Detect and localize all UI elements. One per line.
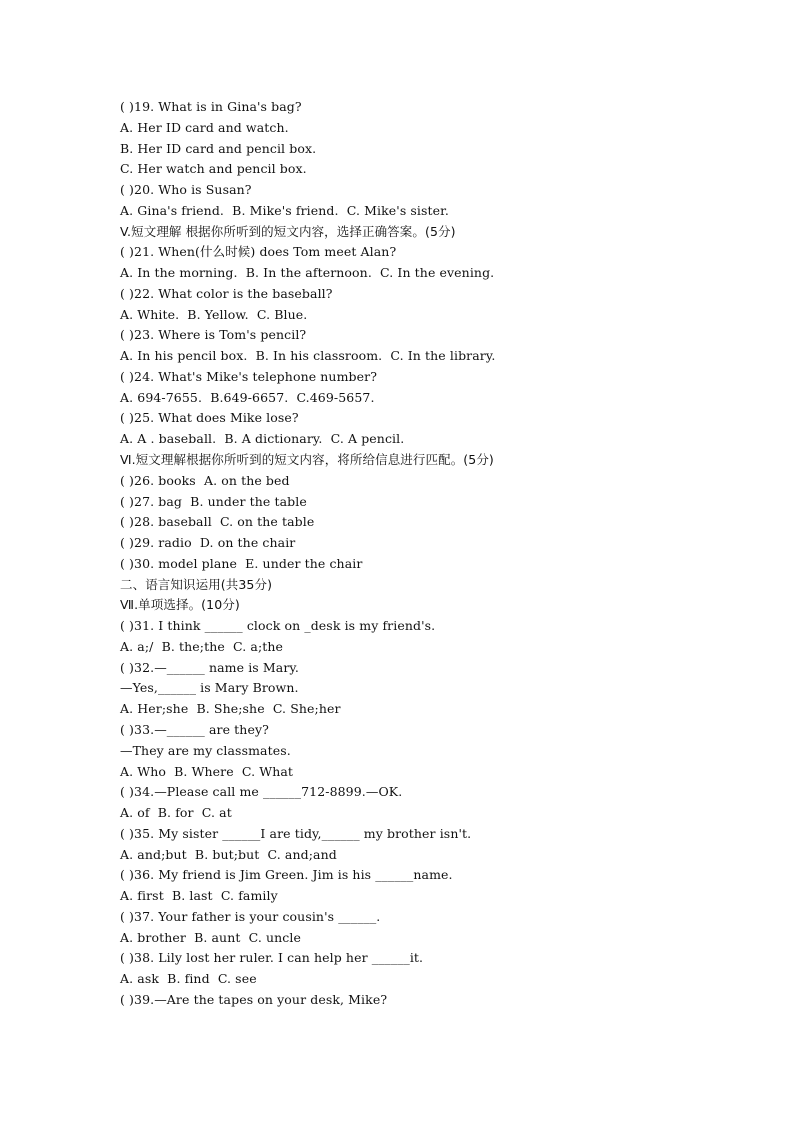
option-line: A. In his pencil box. B. In his classroom. C. In the library. — [120, 348, 496, 364]
option-line: A. ask B. find C. see — [120, 971, 257, 987]
option-line: B. Her ID card and pencil box. — [120, 140, 317, 156]
question-31: ( )31. I think ______ clock on _desk is my friend's. — [120, 618, 436, 634]
option-line: A. of B. for C. at — [120, 805, 232, 821]
option-line: A. a;/ B. the;the C. a;the — [120, 638, 284, 654]
option-line: A. 694-7655. B.649-6657. C.469-5657. — [120, 389, 375, 405]
dialogue-line: —They are my classmates. — [120, 742, 291, 758]
question-30: ( )30. model plane E. under the chair — [120, 555, 363, 571]
dialogue-line: —Yes,______ is Mary Brown. — [120, 680, 299, 696]
section-heading-vi: Ⅵ.短文理解根据你所听到的短文内容，将所给信息进行匹配。(5分) — [120, 452, 494, 468]
question-39: ( )39.—Are the tapes on your desk, Mike? — [120, 991, 388, 1007]
part-heading-2: 二、语言知识运用(共35分) — [120, 576, 273, 592]
question-26: ( )26. books A. on the bed — [120, 472, 290, 488]
question-21: ( )21. When(什么时候) does Tom meet Alan? — [120, 244, 397, 260]
question-36: ( )36. My friend is Jim Green. Jim is his ______name. — [120, 867, 453, 883]
section-heading-vii: Ⅶ.单项选择。(10分) — [120, 597, 240, 613]
question-34: ( )34.—Please call me ______712-8899.—OK. — [120, 784, 403, 800]
option-line: A. Her ID card and watch. — [120, 119, 289, 135]
question-33: ( )33.—______ are they? — [120, 721, 269, 737]
option-line: A. In the morning. B. In the afternoon. C. In the evening. — [120, 265, 495, 281]
question-32: ( )32.—______ name is Mary. — [120, 659, 299, 675]
option-line: A. Gina's friend. B. Mike's friend. C. Mike's sister. — [120, 202, 449, 218]
question-38: ( )38. Lily lost her ruler. I can help her ______it. — [120, 950, 424, 966]
question-28: ( )28. baseball C. on the table — [120, 514, 315, 530]
question-29: ( )29. radio D. on the chair — [120, 535, 296, 551]
question-37: ( )37. Your father is your cousin's ______. — [120, 908, 381, 924]
option-line: C. Her watch and pencil box. — [120, 161, 307, 177]
option-line: A. brother B. aunt C. uncle — [120, 929, 301, 945]
question-22: ( )22. What color is the baseball? — [120, 285, 333, 301]
option-line: A. A . baseball. B. A dictionary. C. A pencil. — [120, 431, 405, 447]
question-19: ( )19. What is in Gina's bag? — [120, 99, 302, 114]
question-25: ( )25. What does Mike lose? — [120, 410, 299, 426]
question-20: ( )20. Who is Susan? — [120, 182, 252, 198]
option-line: A. first B. last C. family — [120, 888, 278, 904]
option-line: A. White. B. Yellow. C. Blue. — [120, 306, 308, 322]
text-block — [120, 97, 780, 1011]
option-line: A. Who B. Where C. What — [120, 763, 294, 779]
option-line: A. Her;she B. She;she C. She;her — [120, 701, 341, 717]
question-27: ( )27. bag B. under the table — [120, 493, 307, 509]
question-35: ( )35. My sister ______I are tidy,______ my brother isn't. — [120, 825, 472, 841]
section-heading-v: V.短文理解 根据你所听到的短文内容，选择正确答案。(5分) — [120, 223, 456, 239]
option-line: A. and;but B. but;but C. and;and — [120, 846, 337, 862]
question-24: ( )24. What's Mike's telephone number? — [120, 368, 378, 384]
question-23: ( )23. Where is Tom's pencil? — [120, 327, 307, 343]
